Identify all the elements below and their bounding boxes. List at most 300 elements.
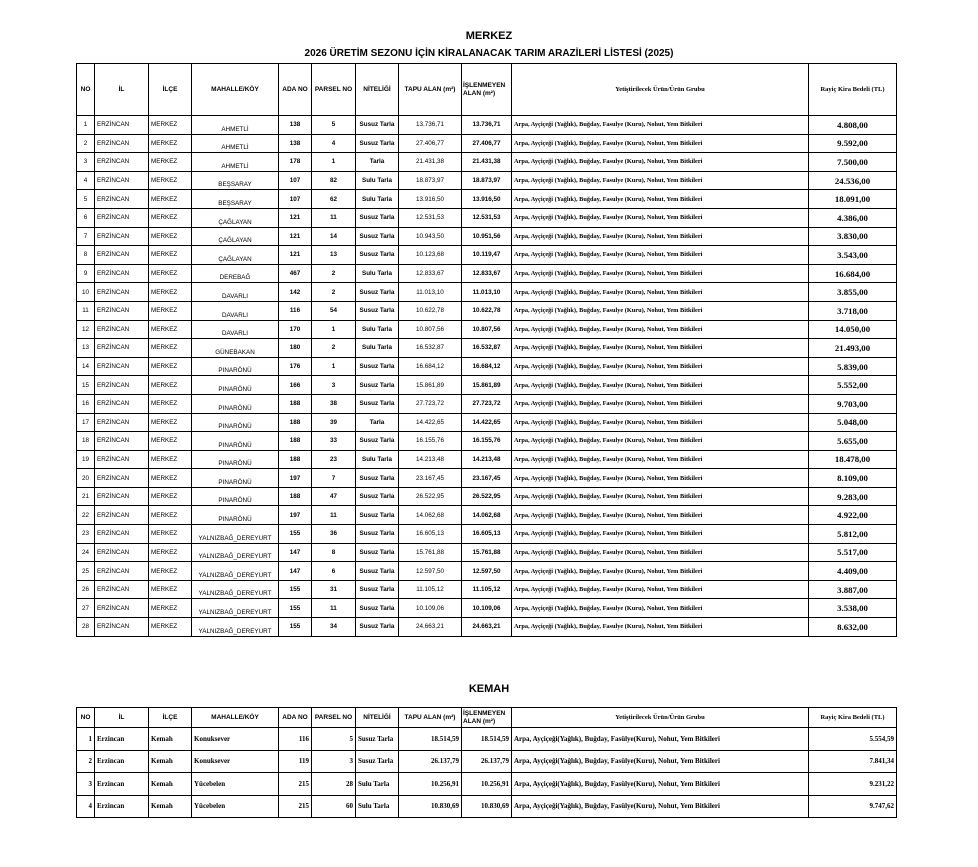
cell-ilce: Kemah — [149, 750, 192, 773]
kemah-section-title: KEMAH — [468, 683, 510, 695]
cell-islenmeyen: 16.605,13 — [462, 525, 512, 544]
cell-no: 23 — [77, 525, 95, 544]
cell-ada: 107 — [279, 190, 312, 209]
cell-islenmeyen: 15.861,89 — [462, 376, 512, 395]
cell-urun: Arpa, Ayçiçeği (Yağlık), Buğday, Fasulye (Kuru), Nohut, Yem Bitkileri — [512, 208, 809, 227]
merkez-table-row — [77, 580, 897, 599]
cell-tapu: 26.137,79 — [399, 750, 462, 773]
merkez-table-row — [77, 153, 897, 172]
cell-tapu: 10.807,56 — [399, 320, 462, 339]
cell-ilce: MERKEZ — [149, 116, 192, 135]
cell-kira: 3.543,00 — [809, 246, 897, 265]
cell-islenmeyen: 27.406,77 — [462, 134, 512, 153]
cell-mahalle: PINARÖNÜ — [192, 469, 279, 488]
cell-ada: 116 — [279, 728, 312, 751]
cell-no: 1 — [77, 116, 95, 135]
merkez-table-row — [77, 525, 897, 544]
cell-ada: 180 — [279, 339, 312, 358]
cell-urun: Arpa, Ayçiçeği (Yağlık), Buğday, Fasulye (Kuru), Nohut, Yem Bitkileri — [512, 599, 809, 618]
header-parsel: PARSEL NO — [312, 708, 356, 728]
cell-islenmeyen: 13.916,50 — [462, 190, 512, 209]
cell-ilce: MERKEZ — [149, 469, 192, 488]
cell-kira: 4.409,00 — [809, 562, 897, 581]
cell-nitelik: Susuz Tarla — [356, 618, 399, 637]
cell-parsel: 54 — [312, 301, 356, 320]
cell-parsel: 7 — [312, 469, 356, 488]
cell-mahalle: Yücebelen — [192, 773, 279, 796]
header-mahalle: MAHALLE/KÖY — [192, 708, 279, 728]
cell-islenmeyen: 10.830,69 — [462, 795, 512, 818]
cell-kira: 4.386,00 — [809, 208, 897, 227]
cell-ilce: MERKEZ — [149, 394, 192, 413]
cell-tapu: 10.622,78 — [399, 301, 462, 320]
cell-il: ERZİNCAN — [95, 432, 149, 451]
cell-kira: 3.887,00 — [809, 580, 897, 599]
cell-urun: Arpa, Ayçiçeği(Yağlık), Buğday, Fasülye(Kuru), Nohut, Yem Bitkileri — [512, 773, 809, 796]
cell-ilce: MERKEZ — [149, 487, 192, 506]
cell-mahalle: Konuksever — [192, 728, 279, 751]
cell-ada: 147 — [279, 562, 312, 581]
cell-mahalle: PINARÖNÜ — [192, 450, 279, 469]
cell-parsel: 28 — [312, 773, 356, 796]
cell-islenmeyen: 14.213,48 — [462, 450, 512, 469]
merkez-table — [76, 63, 897, 637]
cell-mahalle: YALNIZBAĞ_DEREYURT — [192, 543, 279, 562]
cell-ada: 188 — [279, 487, 312, 506]
cell-ilce: MERKEZ — [149, 153, 192, 172]
cell-il: ERZİNCAN — [95, 134, 149, 153]
cell-il: ERZİNCAN — [95, 376, 149, 395]
merkez-table-row — [77, 618, 897, 637]
cell-ada: 188 — [279, 413, 312, 432]
cell-kira: 7.841,34 — [809, 750, 897, 773]
cell-tapu: 15.761,88 — [399, 543, 462, 562]
cell-tapu: 18.514,59 — [399, 728, 462, 751]
cell-kira: 18.478,00 — [809, 450, 897, 469]
cell-urun: Arpa, Ayçiçeği (Yağlık), Buğday, Fasulye (Kuru), Nohut, Yem Bitkileri — [512, 543, 809, 562]
cell-urun: Arpa, Ayçiçeği (Yağlık), Buğday, Fasulye (Kuru), Nohut, Yem Bitkileri — [512, 116, 809, 135]
cell-il: Erzincan — [95, 795, 149, 818]
cell-mahalle: PINARÖNÜ — [192, 376, 279, 395]
cell-tapu: 10.256,91 — [399, 773, 462, 796]
cell-urun: Arpa, Ayçiçeği (Yağlık), Buğday, Fasulye (Kuru), Nohut, Yem Bitkileri — [512, 190, 809, 209]
cell-islenmeyen: 12.833,67 — [462, 264, 512, 283]
cell-il: ERZİNCAN — [95, 339, 149, 358]
cell-kira: 9.592,00 — [809, 134, 897, 153]
cell-mahalle: YALNIZBAĞ_DEREYURT — [192, 562, 279, 581]
cell-ilce: MERKEZ — [149, 320, 192, 339]
cell-il: ERZİNCAN — [95, 543, 149, 562]
cell-ada: 170 — [279, 320, 312, 339]
cell-mahalle: PINARÖNÜ — [192, 394, 279, 413]
cell-ada: 197 — [279, 469, 312, 488]
cell-ada: 155 — [279, 525, 312, 544]
merkez-table-row — [77, 116, 897, 135]
header-nitelik: NİTELİĞİ — [356, 64, 399, 116]
cell-il: ERZİNCAN — [95, 227, 149, 246]
cell-urun: Arpa, Ayçiçeği (Yağlık), Buğday, Fasulye (Kuru), Nohut, Yem Bitkileri — [512, 264, 809, 283]
header-kira: Rayiç Kira Bedeli (TL) — [809, 708, 897, 728]
cell-urun: Arpa, Ayçiçeği (Yağlık), Buğday, Fasulye (Kuru), Nohut, Yem Bitkileri — [512, 320, 809, 339]
cell-no: 28 — [77, 618, 95, 637]
merkez-table-row — [77, 283, 897, 302]
cell-nitelik: Susuz Tarla — [356, 728, 399, 751]
cell-ilce: MERKEZ — [149, 227, 192, 246]
cell-ada: 138 — [279, 134, 312, 153]
cell-il: ERZİNCAN — [95, 618, 149, 637]
cell-ilce: MERKEZ — [149, 264, 192, 283]
cell-ilce: MERKEZ — [149, 413, 192, 432]
cell-ilce: MERKEZ — [149, 376, 192, 395]
kemah-table-row — [77, 750, 897, 773]
merkez-table-row — [77, 413, 897, 432]
cell-tapu: 23.167,45 — [399, 469, 462, 488]
cell-kira: 5.812,00 — [809, 525, 897, 544]
cell-tapu: 14.422,65 — [399, 413, 462, 432]
cell-mahalle: BEŞSARAY — [192, 171, 279, 190]
cell-tapu: 15.861,89 — [399, 376, 462, 395]
cell-no: 4 — [77, 795, 95, 818]
cell-kira: 3.855,00 — [809, 283, 897, 302]
merkez-section-title: MERKEZ — [465, 30, 513, 42]
cell-kira: 9.231,22 — [809, 773, 897, 796]
header-ilce: İLÇE — [149, 64, 192, 116]
cell-ada: 188 — [279, 432, 312, 451]
cell-il: ERZİNCAN — [95, 208, 149, 227]
cell-il: ERZİNCAN — [95, 394, 149, 413]
cell-urun: Arpa, Ayçiçeği (Yağlık), Buğday, Fasulye (Kuru), Nohut, Yem Bitkileri — [512, 246, 809, 265]
cell-parsel: 31 — [312, 580, 356, 599]
merkez-table-row — [77, 301, 897, 320]
cell-tapu: 14.213,48 — [399, 450, 462, 469]
cell-ilce: MERKEZ — [149, 134, 192, 153]
cell-no: 15 — [77, 376, 95, 395]
cell-tapu: 13.736,71 — [399, 116, 462, 135]
cell-il: ERZİNCAN — [95, 413, 149, 432]
cell-nitelik: Tarla — [356, 413, 399, 432]
cell-ilce: Kemah — [149, 728, 192, 751]
header-ada: ADA NO — [279, 708, 312, 728]
header-il: İL — [95, 708, 149, 728]
cell-tapu: 16.532,87 — [399, 339, 462, 358]
cell-mahalle: PINARÖNÜ — [192, 506, 279, 525]
cell-ada: 215 — [279, 773, 312, 796]
cell-ilce: MERKEZ — [149, 357, 192, 376]
merkez-table-row — [77, 357, 897, 376]
kemah-header-row — [77, 708, 897, 728]
cell-ada: 138 — [279, 116, 312, 135]
cell-islenmeyen: 18.873,97 — [462, 171, 512, 190]
merkez-table-row — [77, 543, 897, 562]
document-title: 2026 ÜRETİM SEZONU İÇİN KİRALANACAK TARIM ARAZİLERİ LİSTESİ (2025) — [304, 48, 674, 59]
cell-tapu: 11.105,12 — [399, 580, 462, 599]
cell-ilce: MERKEZ — [149, 580, 192, 599]
cell-parsel: 2 — [312, 264, 356, 283]
cell-ilce: Kemah — [149, 795, 192, 818]
cell-nitelik: Susuz Tarla — [356, 116, 399, 135]
cell-parsel: 60 — [312, 795, 356, 818]
cell-nitelik: Sulu Tarla — [356, 795, 399, 818]
header-ilce: İLÇE — [149, 708, 192, 728]
cell-urun: Arpa, Ayçiçeği (Yağlık), Buğday, Fasulye (Kuru), Nohut, Yem Bitkileri — [512, 432, 809, 451]
cell-ada: 176 — [279, 357, 312, 376]
cell-ada: 116 — [279, 301, 312, 320]
cell-no: 9 — [77, 264, 95, 283]
cell-parsel: 23 — [312, 450, 356, 469]
header-nitelik: NİTELİĞİ — [356, 708, 399, 728]
header-urun: Yetiştirilecek Ürün/Ürün Grubu — [512, 708, 809, 728]
cell-nitelik: Susuz Tarla — [356, 134, 399, 153]
merkez-table-row — [77, 432, 897, 451]
header-urun: Yetiştirilecek Ürün/Ürün Grubu — [512, 64, 809, 116]
cell-tapu: 24.663,21 — [399, 618, 462, 637]
cell-ilce: MERKEZ — [149, 208, 192, 227]
cell-urun: Arpa, Ayçiçeği(Yağlık), Buğday, Fasülye(Kuru), Nohut, Yem Bitkileri — [512, 750, 809, 773]
cell-nitelik: Susuz Tarla — [356, 750, 399, 773]
cell-tapu: 13.916,50 — [399, 190, 462, 209]
merkez-table-row — [77, 599, 897, 618]
cell-mahalle: BEŞSARAY — [192, 190, 279, 209]
cell-nitelik: Susuz Tarla — [356, 599, 399, 618]
cell-il: ERZİNCAN — [95, 190, 149, 209]
cell-nitelik: Susuz Tarla — [356, 543, 399, 562]
cell-islenmeyen: 16.532,87 — [462, 339, 512, 358]
cell-tapu: 26.522,95 — [399, 487, 462, 506]
cell-kira: 5.554,59 — [809, 728, 897, 751]
cell-urun: Arpa, Ayçiçeği (Yağlık), Buğday, Fasulye (Kuru), Nohut, Yem Bitkileri — [512, 153, 809, 172]
cell-islenmeyen: 18.514,59 — [462, 728, 512, 751]
cell-tapu: 27.723,72 — [399, 394, 462, 413]
cell-mahalle: GÜNEBAKAN — [192, 339, 279, 358]
kemah-table-row — [77, 728, 897, 751]
cell-islenmeyen: 26.522,95 — [462, 487, 512, 506]
cell-ilce: MERKEZ — [149, 246, 192, 265]
cell-urun: Arpa, Ayçiçeği (Yağlık), Buğday, Fasulye (Kuru), Nohut, Yem Bitkileri — [512, 506, 809, 525]
cell-urun: Arpa, Ayçiçeği (Yağlık), Buğday, Fasulye (Kuru), Nohut, Yem Bitkileri — [512, 394, 809, 413]
cell-ada: 215 — [279, 795, 312, 818]
cell-mahalle: PINARÖNÜ — [192, 357, 279, 376]
cell-no: 5 — [77, 190, 95, 209]
cell-ilce: MERKEZ — [149, 618, 192, 637]
cell-il: ERZİNCAN — [95, 450, 149, 469]
cell-no: 27 — [77, 599, 95, 618]
cell-kira: 4.808,00 — [809, 116, 897, 135]
cell-ada: 155 — [279, 618, 312, 637]
cell-mahalle: DAVARLI — [192, 301, 279, 320]
cell-il: ERZİNCAN — [95, 116, 149, 135]
cell-nitelik: Susuz Tarla — [356, 376, 399, 395]
cell-il: ERZİNCAN — [95, 283, 149, 302]
cell-parsel: 1 — [312, 320, 356, 339]
cell-parsel: 6 — [312, 562, 356, 581]
cell-il: ERZİNCAN — [95, 506, 149, 525]
cell-islenmeyen: 26.137,79 — [462, 750, 512, 773]
cell-urun: Arpa, Ayçiçeği (Yağlık), Buğday, Fasulye (Kuru), Nohut, Yem Bitkileri — [512, 301, 809, 320]
cell-ada: 142 — [279, 283, 312, 302]
cell-ada: 147 — [279, 543, 312, 562]
cell-no: 17 — [77, 413, 95, 432]
cell-tapu: 12.833,67 — [399, 264, 462, 283]
cell-il: ERZİNCAN — [95, 264, 149, 283]
cell-islenmeyen: 15.761,88 — [462, 543, 512, 562]
cell-parsel: 14 — [312, 227, 356, 246]
cell-parsel: 62 — [312, 190, 356, 209]
cell-ilce: MERKEZ — [149, 301, 192, 320]
cell-parsel: 8 — [312, 543, 356, 562]
cell-kira: 3.718,00 — [809, 301, 897, 320]
cell-nitelik: Sulu Tarla — [356, 450, 399, 469]
cell-islenmeyen: 10.622,78 — [462, 301, 512, 320]
header-kira: Rayiç Kira Bedeli (TL) — [809, 64, 897, 116]
merkez-table-row — [77, 190, 897, 209]
merkez-table-row — [77, 339, 897, 358]
cell-ada: 155 — [279, 580, 312, 599]
cell-ada: 155 — [279, 599, 312, 618]
cell-ilce: MERKEZ — [149, 599, 192, 618]
cell-ilce: MERKEZ — [149, 171, 192, 190]
merkez-header-row — [77, 64, 897, 116]
cell-kira: 5.839,00 — [809, 357, 897, 376]
cell-parsel: 36 — [312, 525, 356, 544]
cell-no: 25 — [77, 562, 95, 581]
cell-islenmeyen: 11.105,12 — [462, 580, 512, 599]
cell-no: 8 — [77, 246, 95, 265]
merkez-table-row — [77, 264, 897, 283]
cell-il: ERZİNCAN — [95, 562, 149, 581]
cell-ada: 197 — [279, 506, 312, 525]
cell-parsel: 11 — [312, 506, 356, 525]
header-islenmeyen-line1: İŞLENMEYEN — [463, 709, 506, 717]
cell-no: 26 — [77, 580, 95, 599]
cell-urun: Arpa, Ayçiçeği (Yağlık), Buğday, Fasulye (Kuru), Nohut, Yem Bitkileri — [512, 525, 809, 544]
cell-parsel: 13 — [312, 246, 356, 265]
cell-ada: 467 — [279, 264, 312, 283]
cell-kira: 24.536,00 — [809, 171, 897, 190]
cell-no: 19 — [77, 450, 95, 469]
cell-mahalle: DAVARLI — [192, 283, 279, 302]
cell-mahalle: YALNIZBAĞ_DEREYURT — [192, 580, 279, 599]
cell-kira: 5.048,00 — [809, 413, 897, 432]
cell-islenmeyen: 10.256,91 — [462, 773, 512, 796]
cell-nitelik: Susuz Tarla — [356, 227, 399, 246]
cell-kira: 7.500,00 — [809, 153, 897, 172]
cell-mahalle: ÇAĞLAYAN — [192, 208, 279, 227]
header-il: İL — [95, 64, 149, 116]
cell-tapu: 14.062,68 — [399, 506, 462, 525]
cell-urun: Arpa, Ayçiçeği (Yağlık), Buğday, Fasulye (Kuru), Nohut, Yem Bitkileri — [512, 376, 809, 395]
cell-parsel: 2 — [312, 339, 356, 358]
merkez-table-row — [77, 506, 897, 525]
cell-mahalle: YALNIZBAĞ_DEREYURT — [192, 618, 279, 637]
cell-urun: Arpa, Ayçiçeği (Yağlık), Buğday, Fasulye (Kuru), Nohut, Yem Bitkileri — [512, 357, 809, 376]
cell-no: 6 — [77, 208, 95, 227]
cell-tapu: 16.684,12 — [399, 357, 462, 376]
cell-urun: Arpa, Ayçiçeği(Yağlık), Buğday, Fasülye(Kuru), Nohut, Yem Bitkileri — [512, 795, 809, 818]
cell-kira: 9.703,00 — [809, 394, 897, 413]
cell-urun: Arpa, Ayçiçeği (Yağlık), Buğday, Fasulye (Kuru), Nohut, Yem Bitkileri — [512, 580, 809, 599]
cell-ada: 121 — [279, 227, 312, 246]
cell-parsel: 39 — [312, 413, 356, 432]
merkez-table-row — [77, 562, 897, 581]
cell-ada: 166 — [279, 376, 312, 395]
cell-no: 13 — [77, 339, 95, 358]
header-islenmeyen-line2: ALAN (m²) — [463, 89, 496, 97]
cell-kira: 8.632,00 — [809, 618, 897, 637]
cell-nitelik: Susuz Tarla — [356, 357, 399, 376]
cell-nitelik: Sulu Tarla — [356, 320, 399, 339]
cell-islenmeyen: 10.951,56 — [462, 227, 512, 246]
cell-islenmeyen: 27.723,72 — [462, 394, 512, 413]
cell-urun: Arpa, Ayçiçeği (Yağlık), Buğday, Fasulye (Kuru), Nohut, Yem Bitkileri — [512, 469, 809, 488]
cell-urun: Arpa, Ayçiçeği (Yağlık), Buğday, Fasulye (Kuru), Nohut, Yem Bitkileri — [512, 562, 809, 581]
cell-islenmeyen: 12.531,53 — [462, 208, 512, 227]
cell-no: 2 — [77, 750, 95, 773]
cell-mahalle: PINARÖNÜ — [192, 487, 279, 506]
cell-ada: 178 — [279, 153, 312, 172]
header-ada: ADA NO — [279, 64, 312, 116]
cell-nitelik: Susuz Tarla — [356, 394, 399, 413]
cell-islenmeyen: 13.736,71 — [462, 116, 512, 135]
merkez-table-row — [77, 208, 897, 227]
cell-mahalle: ÇAĞLAYAN — [192, 246, 279, 265]
cell-nitelik: Tarla — [356, 153, 399, 172]
cell-no: 14 — [77, 357, 95, 376]
cell-parsel: 47 — [312, 487, 356, 506]
cell-mahalle: YALNIZBAĞ_DEREYURT — [192, 599, 279, 618]
cell-mahalle: Konuksever — [192, 750, 279, 773]
cell-kira: 5.552,00 — [809, 376, 897, 395]
cell-kira: 9.747,62 — [809, 795, 897, 818]
merkez-table-row — [77, 134, 897, 153]
cell-parsel: 34 — [312, 618, 356, 637]
cell-nitelik: Sulu Tarla — [356, 339, 399, 358]
cell-nitelik: Susuz Tarla — [356, 432, 399, 451]
cell-mahalle: YALNIZBAĞ_DEREYURT — [192, 525, 279, 544]
cell-ilce: MERKEZ — [149, 339, 192, 358]
cell-il: ERZİNCAN — [95, 153, 149, 172]
cell-il: ERZİNCAN — [95, 357, 149, 376]
cell-mahalle: DEREBAĞ — [192, 264, 279, 283]
cell-nitelik: Susuz Tarla — [356, 208, 399, 227]
merkez-table-row — [77, 171, 897, 190]
cell-ilce: MERKEZ — [149, 562, 192, 581]
cell-urun: Arpa, Ayçiçeği (Yağlık), Buğday, Fasulye (Kuru), Nohut, Yem Bitkileri — [512, 618, 809, 637]
cell-nitelik: Susuz Tarla — [356, 562, 399, 581]
cell-parsel: 38 — [312, 394, 356, 413]
cell-il: ERZİNCAN — [95, 487, 149, 506]
cell-parsel: 33 — [312, 432, 356, 451]
cell-urun: Arpa, Ayçiçeği (Yağlık), Buğday, Fasulye (Kuru), Nohut, Yem Bitkileri — [512, 487, 809, 506]
merkez-table-row — [77, 394, 897, 413]
cell-tapu: 12.531,53 — [399, 208, 462, 227]
cell-parsel: 11 — [312, 599, 356, 618]
cell-no: 11 — [77, 301, 95, 320]
cell-nitelik: Susuz Tarla — [356, 469, 399, 488]
cell-ilce: MERKEZ — [149, 432, 192, 451]
cell-no: 1 — [77, 728, 95, 751]
merkez-table-row — [77, 227, 897, 246]
cell-tapu: 16.605,13 — [399, 525, 462, 544]
header-islenmeyen — [462, 64, 512, 116]
cell-islenmeyen: 12.597,50 — [462, 562, 512, 581]
cell-no: 12 — [77, 320, 95, 339]
cell-kira: 8.109,00 — [809, 469, 897, 488]
cell-il: Erzincan — [95, 750, 149, 773]
cell-islenmeyen: 14.062,68 — [462, 506, 512, 525]
cell-tapu: 16.155,76 — [399, 432, 462, 451]
cell-ada: 121 — [279, 208, 312, 227]
cell-tapu: 10.109,06 — [399, 599, 462, 618]
